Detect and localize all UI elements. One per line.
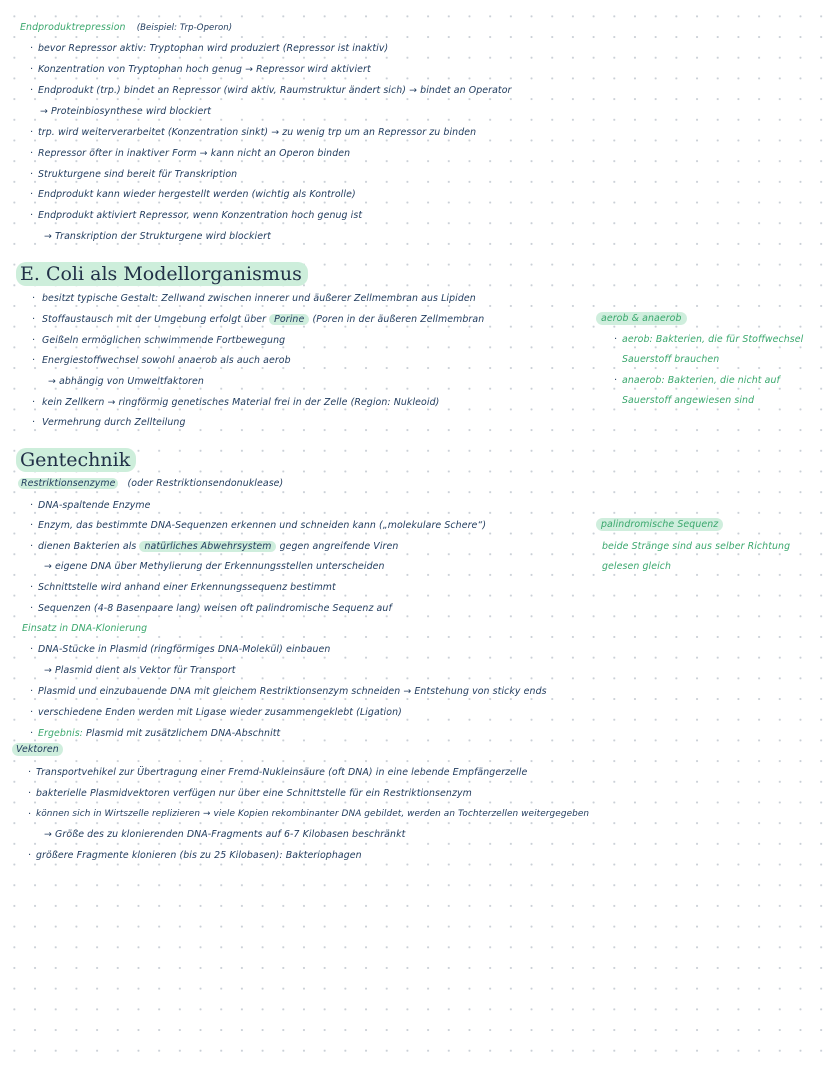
highlight-abwehrsystem: natürliches Abwehrsystem: [139, 541, 276, 552]
note-line: größere Fragmente klonieren (bis zu 25 Kilobasen): Bakteriophagen: [36, 850, 362, 861]
bullet-dot: ·: [30, 64, 34, 75]
note-line: Energiestoffwechsel sowohl anaerob als auch aerob: [42, 355, 291, 366]
side-note-line: Sauerstoff angewiesen sind: [622, 395, 755, 406]
note-line: Konzentration von Tryptophan hoch genug → Repressor wird aktiviert: [38, 64, 371, 75]
note-line-arrow: → Plasmid dient als Vektor für Transport: [44, 665, 236, 676]
note-line: Vermehrung durch Zellteilung: [42, 417, 186, 428]
heading-text: Endproduktrepression: [20, 22, 126, 33]
bullet-dot: ·: [28, 788, 32, 799]
side-note-line: anaerob: Bakterien, die nicht auf: [622, 375, 780, 386]
bullet-dot: ·: [30, 707, 34, 718]
note-line: Endprodukt kann wieder hergestellt werden (wichtig als Kontrolle): [38, 189, 356, 200]
bullet-dot: ·: [30, 85, 34, 96]
note-text: gegen angreifende Viren: [279, 541, 399, 552]
bullet-dot: ·: [28, 767, 32, 778]
bullet-dot: ·: [30, 686, 34, 697]
bullet-dot: ·: [614, 334, 618, 345]
note-line: DNA-Stücke in Plasmid (ringförmiges DNA-Molekül) einbauen: [38, 644, 331, 655]
note-line: Sequenzen (4-8 Basenpaare lang) weisen oft palindromische Sequenz auf: [38, 603, 392, 614]
bullet-dot: ·: [28, 850, 32, 861]
subheading-text: Restriktionsenzyme: [18, 478, 118, 489]
note-line: Schnittstelle wird anhand einer Erkennungssequenz bestimmt: [38, 582, 336, 593]
subheading-note: (oder Restriktionsendonuklease): [127, 478, 284, 489]
note-line: [38, 727, 280, 740]
bullet-dot: ·: [30, 520, 34, 531]
note-line: können sich in Wirtszelle replizieren → viele Kopien rekombinanter DNA gebildet, werden an Tochterzellen weitergegeben: [36, 809, 590, 819]
side-note-line: gelesen gleich: [602, 561, 672, 572]
note-line: trp. wird weiterverarbeitet (Konzentration sinkt) → zu wenig trp um an Repressor zu binden: [38, 127, 477, 138]
side-tag-aerob-anaerob: aerob & anaerob: [596, 312, 687, 325]
bullet-dot: ·: [30, 582, 34, 593]
section-title-gentechnik: Gentechnik: [16, 448, 136, 472]
bullet-dot: ·: [32, 355, 36, 366]
note-text: (Poren in der äußeren Zellmembran: [312, 314, 485, 325]
note-line: Endprodukt (trp.) bindet an Repressor (wird aktiv, Raumstruktur ändert sich) → bindet an Operator: [38, 85, 512, 96]
highlight-porine: Porine: [269, 314, 309, 325]
bullet-dot: ·: [32, 314, 36, 325]
note-text: Stoffaustausch mit der Umgebung erfolgt über: [42, 314, 267, 325]
subheading-vektoren: Vektoren: [12, 743, 63, 756]
note-line-arrow: → abhängig von Umweltfaktoren: [48, 376, 204, 387]
bullet-dot: ·: [30, 189, 34, 200]
note-line: Geißeln ermöglichen schwimmende Fortbewegung: [42, 335, 286, 346]
bullet-dot: ·: [30, 43, 34, 54]
side-tag-palindromisch: palindromische Sequenz: [596, 518, 723, 531]
note-line: kein Zellkern → ringförmig genetisches Material frei in der Zelle (Region: Nukleoid): [42, 397, 440, 408]
bullet-dot: ·: [32, 397, 36, 408]
section-heading-endproduktrepression: [20, 21, 232, 35]
note-line: DNA-spaltende Enzyme: [38, 500, 151, 511]
note-text: Plasmid mit zusätzlichem DNA-Abschnitt: [86, 728, 281, 739]
side-note-line: beide Stränge sind aus selber Richtung: [602, 541, 791, 552]
bullet-dot: ·: [28, 809, 32, 820]
bullet-dot: ·: [30, 603, 34, 614]
bullet-dot: ·: [614, 375, 618, 386]
heading-note: (Beispiel: Trp-Operon): [136, 23, 233, 33]
bullet-dot: ·: [30, 728, 34, 739]
bullet-dot: ·: [30, 210, 34, 221]
bullet-dot: ·: [32, 417, 36, 428]
note-line-arrow: → Transkription der Strukturgene wird blockiert: [44, 231, 271, 242]
side-note-line: aerob: Bakterien, die für Stoffwechsel: [622, 334, 804, 345]
note-line: bevor Repressor aktiv: Tryptophan wird produziert (Repressor ist inaktiv): [38, 43, 389, 54]
note-text: dienen Bakterien als: [38, 541, 137, 552]
bullet-dot: ·: [32, 293, 36, 304]
note-line: Endprodukt aktiviert Repressor, wenn Konzentration hoch genug ist: [38, 210, 363, 221]
bullet-dot: ·: [30, 127, 34, 138]
note-line: bakterielle Plasmidvektoren verfügen nur über eine Schnittstelle für ein Restriktionsenzym: [36, 788, 472, 799]
bullet-dot: ·: [30, 169, 34, 180]
note-line: [42, 313, 484, 326]
note-line: Plasmid und einzubauende DNA mit gleichem Restriktionsenzym schneiden → Entstehung von sticky ends: [38, 686, 547, 697]
bullet-dot: ·: [30, 500, 34, 511]
subheading-dna-klonierung: Einsatz in DNA-Klonierung: [22, 623, 148, 634]
side-note-line: Sauerstoff brauchen: [622, 354, 720, 365]
note-line-arrow: → eigene DNA über Methylierung der Erkennungsstellen unterscheiden: [44, 561, 385, 572]
note-label-ergebnis: Ergebnis:: [38, 728, 83, 739]
bullet-dot: ·: [30, 644, 34, 655]
note-line: besitzt typische Gestalt: Zellwand zwischen innerer und äußerer Zellmembran aus Lipiden: [42, 293, 476, 304]
note-line: [38, 540, 398, 553]
bullet-dot: ·: [32, 335, 36, 346]
note-line: Transportvehikel zur Übertragung einer Fremd-Nukleinsäure (oft DNA) in eine lebende Empfängerzelle: [36, 767, 528, 778]
section-title-ecoli: E. Coli als Modellorganismus: [16, 262, 308, 286]
note-line: Repressor öfter in inaktiver Form → kann nicht an Operon binden: [38, 148, 351, 159]
subheading-restriktionsenzyme: [18, 477, 283, 490]
bullet-dot: ·: [30, 541, 34, 552]
bullet-dot: ·: [30, 148, 34, 159]
note-line-arrow: → Proteinbiosynthese wird blockiert: [40, 106, 212, 117]
note-line: verschiedene Enden werden mit Ligase wieder zusammengeklebt (Ligation): [38, 707, 402, 718]
note-line: Strukturgene sind bereit für Transkription: [38, 169, 238, 180]
note-line-arrow: → Größe des zu klonierenden DNA-Fragments auf 6-7 Kilobasen beschränkt: [44, 829, 406, 840]
note-line: Enzym, das bestimmte DNA-Sequenzen erkennen und schneiden kann („molekulare Schere“): [38, 520, 487, 531]
